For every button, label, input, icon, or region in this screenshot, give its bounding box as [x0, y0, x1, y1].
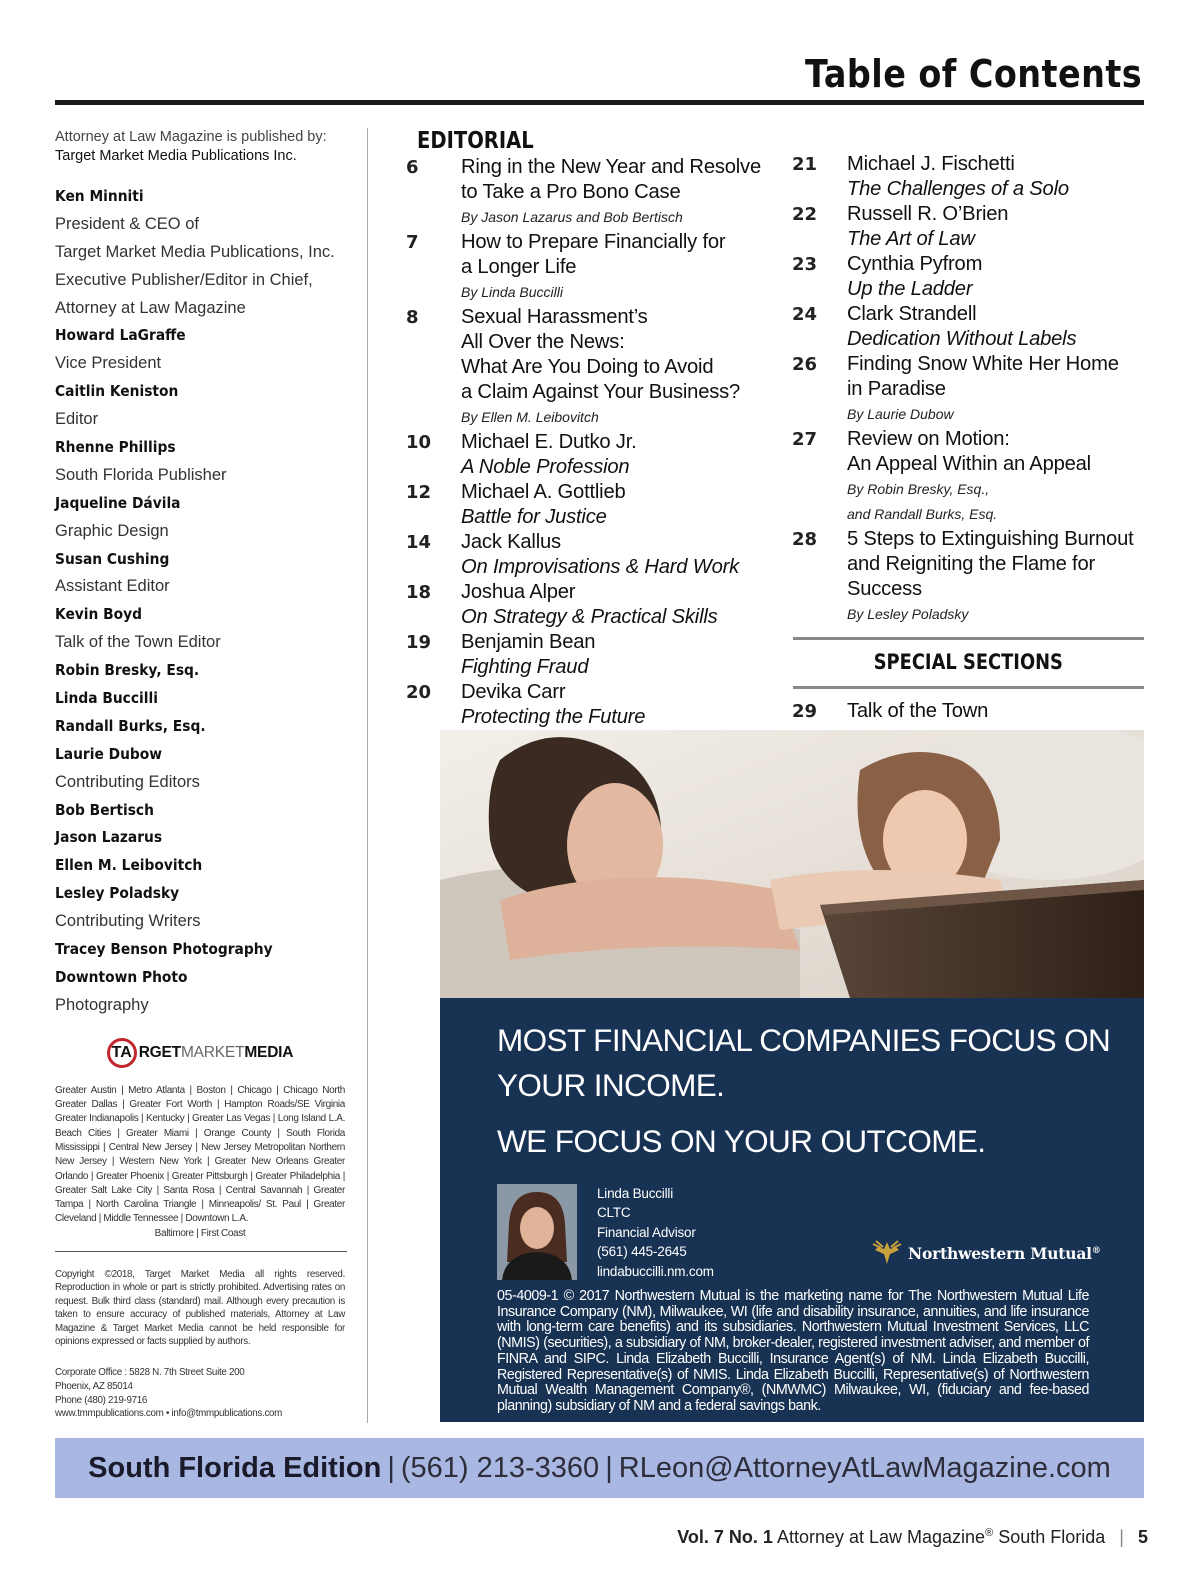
toc-title: Talk of the Town — [847, 700, 989, 722]
toc-title: Joshua Alper — [461, 581, 576, 603]
toc-entry[interactable] — [406, 230, 771, 305]
toc-page-number: 6 — [406, 157, 419, 178]
toc-entry[interactable] — [792, 527, 1147, 627]
toc-page-number: 24 — [792, 304, 818, 325]
city-editions-list: Greater Austin | Metro Atlanta | Boston | Chicago | Chicago North Greater Dallas | Greater Fort Worth | Hampton Roads/SE Virginia Greater Indianapolis | Kentucky | Greater Las Vegas | Long Island L.A. Beach Cities | Greater Miami | Orange County | South Florida Mississippi | Central New Jersey | New Jersey Metropolitan Northern New Jersey | Western New York | Greater New Orleans Greater Orlando | Greater Phoenix | Greater Pittsburgh | Greater Philadelphia | Greater Salt Lake City | Santa Rosa | Central Savannah | Greater Tampa | North Carolina Triangle | Minneapolis/ St. Paul | Greater Cleveland | Middle Tennessee | Downtown L.A. — [55, 1084, 345, 1225]
toc-entry[interactable] — [406, 430, 771, 480]
volume-issue: Vol. 7 No. 1 — [677, 1527, 773, 1547]
eagle-icon — [872, 1240, 902, 1266]
toc-page-number: 7 — [406, 232, 419, 253]
special-sections-bottom-rule — [793, 686, 1144, 689]
toc-page-number: 26 — [792, 354, 818, 375]
logo-wordmark: RGETMARKETMEDIA — [138, 1043, 294, 1061]
toc-page-number: 19 — [406, 632, 432, 653]
toc-title: Jack Kallus — [461, 531, 561, 553]
contact-line: www.tmmpublications.com • info@tmmpublications.com — [55, 1408, 283, 1420]
toc-title: Michael E. Dutko Jr. — [461, 431, 637, 453]
staff-role: South Florida Publisher — [55, 465, 227, 484]
toc-entry[interactable] — [792, 352, 1147, 427]
toc-title: and Reigniting the Flame for — [847, 553, 1096, 575]
toc-title: a Longer Life — [461, 256, 577, 278]
staff-name: Howard LaGraffe — [55, 326, 186, 345]
toc-entry[interactable] — [406, 530, 771, 580]
ad-legal-disclaimer: 05-4009-1 © 2017 Northwestern Mutual is the marketing name for The Northwestern Mutual Life Insurance Company (NM), Milwaukee, WI (life and disability insurance, annuities, and life insurance with long-term care benefits) and its subsidiaries. Northwestern Mutual Investment Services, LLC (NMIS) (securities), a subsidiary of NM, broker-dealer, registered investment adviser, and member of FINRA and SIPC. Linda Elizabeth Buccilli, Insurance Agent(s) of NM. Linda Elizabeth Buccilli, Registered Representative(s) of NMIS. Linda Elizabeth Buccilli, Representative(s) of Northwestern Mutual Wealth Management Company®, (NMWMC) Milwaukee, WI, (fiduciary and fee-based planning) subsidiary of NM and a federal savings bank. — [497, 1288, 1089, 1414]
toc-title: Cynthia Pyfrom — [847, 253, 983, 275]
toc-entry[interactable] — [406, 305, 771, 430]
copyright-notice: Copyright ©2018, Target Market Media all rights reserved. Reproduction in whole or part is strictly prohibited. Advertising rates on request. Bulk third class (standard) mail. Although every precaution is taken to ensure accuracy of published materials, Attorney at Law Magazine & Target Market Media cannot be held responsible for opinions expressed or facts supplied by authors. — [55, 1268, 345, 1348]
toc-author: By Ellen M. Leibovitch — [461, 409, 599, 425]
edition-phone[interactable]: (561) 213-3360 — [400, 1451, 600, 1484]
toc-title: Ring in the New Year and Resolve — [461, 156, 761, 178]
staff-name: Lesley Poladsky — [55, 884, 180, 903]
special-sections-top-rule — [793, 637, 1144, 640]
ad-photo-mother-daughter — [440, 730, 1144, 998]
toc-right-column — [792, 152, 1147, 627]
edition-band — [55, 1438, 1144, 1498]
toc-page-number: 12 — [406, 482, 432, 503]
toc-author: and Randall Burks, Esq. — [847, 506, 998, 522]
corporate-contact — [55, 1366, 345, 1420]
toc-title: Clark Strandell — [847, 303, 977, 325]
staff-role: Contributing Editors — [55, 772, 200, 791]
staff-role: Graphic Design — [55, 521, 169, 540]
city-editions-last: Baltimore | First Coast — [154, 1227, 246, 1239]
advisor-name: Linda Buccilli — [597, 1186, 673, 1201]
staff-role: Vice President — [55, 354, 162, 373]
toc-title: Russell R. O’Brien — [847, 203, 1009, 225]
staff-role: Talk of the Town Editor — [55, 633, 221, 652]
toc-title: Michael A. Gottlieb — [461, 481, 626, 503]
toc-title: Finding Snow White Her Home — [847, 353, 1119, 375]
special-sections-heading: SPECIAL SECTIONS — [873, 650, 1064, 674]
staff-role: Editor — [55, 410, 99, 429]
toc-page-number: 23 — [792, 254, 818, 275]
toc-subtitle: Fighting Fraud — [461, 656, 589, 678]
toc-left-column — [406, 155, 771, 730]
toc-page-number: 14 — [406, 532, 432, 553]
separator: | — [1119, 1527, 1124, 1547]
page-title: Table of Contents — [804, 52, 1142, 96]
toc-title: Review on Motion: — [847, 428, 1010, 450]
toc-entry[interactable] — [406, 630, 771, 680]
toc-subtitle: Protecting the Future — [461, 706, 646, 728]
toc-subtitle: The Art of Law — [847, 228, 975, 250]
toc-page-number: 18 — [406, 582, 432, 603]
advisor-portrait — [497, 1184, 577, 1280]
contact-line: Corporate Office : 5828 N. 7th Street Suite 200 — [55, 1367, 245, 1379]
toc-title: Devika Carr — [461, 681, 566, 703]
toc-entry[interactable] — [792, 252, 1147, 302]
separator: | — [387, 1451, 395, 1484]
page-number: 5 — [1137, 1527, 1148, 1547]
toc-subtitle: Up the Ladder — [847, 278, 973, 300]
toc-title: Sexual Harassment’s — [461, 306, 648, 328]
advisor-contact — [597, 1184, 714, 1281]
masthead-column — [55, 128, 345, 1421]
toc-author: By Jason Lazarus and Bob Bertisch — [461, 209, 683, 225]
staff-name: Randall Burks, Esq. — [55, 716, 206, 735]
toc-page-number: 22 — [792, 204, 818, 225]
toc-title: a Claim Against Your Business? — [461, 381, 741, 403]
staff-name: Ken Minniti — [55, 187, 144, 205]
toc-entry[interactable] — [792, 302, 1147, 352]
toc-subtitle: A Noble Profession — [461, 456, 630, 478]
staff-name: Kevin Boyd — [55, 605, 143, 624]
staff-name: Rhenne Phillips — [55, 438, 176, 457]
staff-role: Attorney at Law Magazine — [55, 298, 246, 317]
toc-entry[interactable] — [792, 202, 1147, 252]
staff-role: Photography — [55, 995, 149, 1014]
region-name: South Florida — [998, 1527, 1106, 1547]
toc-entry[interactable] — [792, 427, 1147, 527]
northwestern-mutual-logo: Northwestern Mutual® — [872, 1240, 1101, 1266]
toc-entry[interactable] — [406, 480, 771, 530]
toc-title: An Appeal Within an Appeal — [847, 453, 1091, 475]
toc-page-number: 27 — [792, 429, 818, 450]
separator: | — [605, 1451, 613, 1484]
city-editions — [55, 1084, 345, 1241]
toc-subtitle: On Strategy & Practical Skills — [461, 606, 718, 628]
toc-title: All Over the News: — [461, 331, 625, 353]
toc-subtitle: Dedication Without Labels — [847, 328, 1077, 350]
northwestern-mutual-ad[interactable] — [440, 730, 1144, 1422]
advisor-credential: CLTC — [597, 1205, 631, 1221]
toc-entry[interactable] — [406, 580, 771, 630]
advisor-title: Financial Advisor — [597, 1224, 696, 1240]
toc-title: Benjamin Bean — [461, 631, 596, 653]
staff-role: Assistant Editor — [55, 577, 170, 596]
toc-subtitle: The Challenges of a Solo — [847, 178, 1069, 200]
toc-page-number: 28 — [792, 529, 818, 550]
toc-page-number: 20 — [406, 682, 432, 703]
staff-name: Susan Cushing — [55, 549, 170, 568]
editorial-heading: EDITORIAL — [417, 128, 534, 154]
staff-role: Executive Publisher/Editor in Chief, — [55, 270, 313, 289]
toc-entry[interactable] — [792, 152, 1147, 202]
toc-page-number: 8 — [406, 307, 419, 328]
toc-title: Success — [847, 578, 922, 600]
toc-entry[interactable] — [406, 155, 771, 230]
page-footer — [677, 1527, 1148, 1548]
toc-page-number: 21 — [792, 154, 818, 175]
ad-headline: MOST FINANCIAL COMPANIES FOCUS ON YOUR INCOME. — [497, 1022, 1111, 1103]
column-divider — [367, 128, 368, 1423]
staff-name: Tracey Benson Photography — [55, 940, 273, 959]
toc-author: By Lesley Poladsky — [847, 606, 969, 622]
toc-title: 5 Steps to Extinguishing Burnout — [847, 528, 1134, 550]
staff-role: Contributing Writers — [55, 912, 201, 931]
ad-subheadline: WE FOCUS ON YOUR OUTCOME. — [497, 1123, 986, 1159]
logo-circle-icon: TA — [107, 1038, 137, 1068]
magazine-name: Attorney at Law Magazine — [776, 1527, 986, 1547]
toc-entry[interactable] — [792, 699, 1147, 724]
contact-line: Phoenix, AZ 85014 — [55, 1381, 133, 1393]
staff-name: Laurie Dubow — [55, 744, 163, 763]
toc-title: What Are You Doing to Avoid — [461, 356, 714, 378]
edition-email[interactable]: RLeon@AttorneyAtLawMagazine.com — [618, 1451, 1111, 1484]
staff-name: Jaqueline Dávila — [55, 493, 181, 512]
toc-subtitle: Battle for Justice — [461, 506, 607, 528]
toc-title: How to Prepare Financially for — [461, 231, 726, 253]
toc-author: By Laurie Dubow — [847, 406, 954, 422]
staff-name: Robin Bresky, Esq. — [55, 661, 200, 680]
staff-name: Downtown Photo — [55, 967, 188, 986]
advisor-website[interactable]: lindabuccilli.nm.com — [597, 1263, 714, 1279]
staff-role: Target Market Media Publications, Inc. — [55, 242, 335, 261]
ad-message-panel — [440, 998, 1144, 1422]
staff-name: Jason Lazarus — [55, 828, 163, 847]
staff-list — [55, 183, 345, 1020]
toc-title: Michael J. Fischetti — [847, 153, 1015, 175]
advisor-phone[interactable]: (561) 445-2645 — [597, 1244, 687, 1260]
toc-title: to Take a Pro Bono Case — [461, 181, 681, 203]
publisher-company: Target Market Media Publications Inc. — [55, 148, 297, 164]
toc-author: By Linda Buccilli — [461, 284, 563, 300]
special-sections-list — [792, 699, 1147, 724]
toc-page-number: 29 — [792, 701, 818, 722]
staff-name: Ellen M. Leibovitch — [55, 856, 203, 875]
divider — [55, 1251, 347, 1252]
staff-name: Caitlin Keniston — [55, 382, 179, 401]
registered-mark: ® — [985, 1527, 994, 1539]
toc-subtitle: On Improvisations & Hard Work — [461, 556, 740, 578]
contact-line: Phone (480) 219-9716 — [55, 1394, 148, 1406]
published-by-label: Attorney at Law Magazine is published by: — [55, 129, 327, 145]
staff-name: Linda Buccilli — [55, 689, 158, 708]
toc-title: in Paradise — [847, 378, 946, 400]
toc-entry[interactable] — [406, 680, 771, 730]
title-rule — [55, 100, 1144, 105]
target-market-media-logo — [55, 1038, 345, 1068]
edition-name: South Florida Edition — [88, 1451, 382, 1484]
toc-author: By Robin Bresky, Esq., — [847, 481, 990, 497]
staff-name: Bob Bertisch — [55, 800, 154, 819]
toc-page-number: 10 — [406, 432, 432, 453]
staff-role: President & CEO of — [55, 214, 199, 233]
